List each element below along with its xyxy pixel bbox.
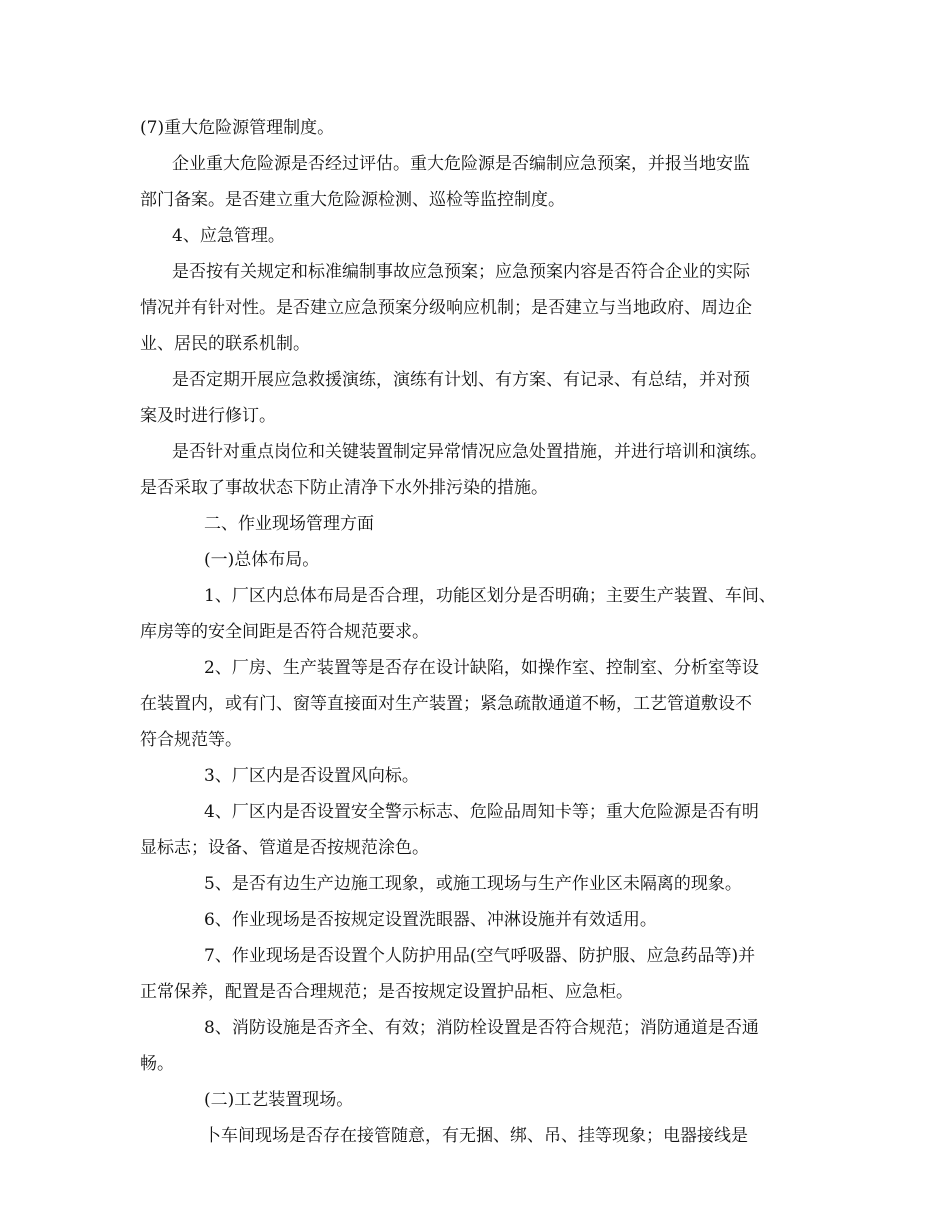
- text-line: 是否采取了事故状态下防止清净下水外排污染的措施。: [140, 478, 548, 498]
- text-line: 6、作业现场是否按规定设置洗眼器、冲淋设施并有效适用。: [204, 910, 657, 930]
- text-line: 3、厂区内是否设置风向标。: [204, 766, 419, 786]
- subsection-heading: (二)工艺装置现场。: [204, 1090, 354, 1110]
- text-line: 畅。: [140, 1054, 174, 1074]
- text-line: 7、作业现场是否设置个人防护用品(空气呼吸器、防护服、应急药品等)并: [204, 946, 756, 966]
- text-line: 在装置内，或有门、窗等直接面对生产装置；紧急疏散通道不畅，工艺管道敷设不: [140, 694, 752, 714]
- section-heading: 二、作业现场管理方面: [204, 514, 374, 534]
- text-line: 4、厂区内是否设置安全警示标志、危险品周知卡等；重大危险源是否有明: [204, 802, 759, 822]
- text-line: 是否按有关规定和标准编制事故应急预案；应急预案内容是否符合企业的实际: [172, 262, 750, 282]
- text-line: 卜车间现场是否存在接管随意，有无捆、绑、吊、挂等现象；电器接线是: [204, 1126, 748, 1146]
- text-line: (7)重大危险源管理制度。: [140, 118, 335, 138]
- text-line: 1、厂区内总体布局是否合理，功能区划分是否明确；主要生产装置、车间、: [204, 586, 776, 606]
- text-line: 是否定期开展应急救援演练，演练有计划、有方案、有记录、有总结，并对预: [172, 370, 750, 390]
- text-line: 部门备案。是否建立重大危险源检测、巡检等监控制度。: [140, 190, 565, 210]
- text-line: 情况并有针对性。是否建立应急预案分级响应机制；是否建立与当地政府、周边企: [140, 298, 752, 318]
- text-line: 5、是否有边生产边施工现象，或施工现场与生产作业区未隔离的现象。: [204, 874, 742, 894]
- text-line: 正常保养，配置是否合理规范；是否按规定设置护品柜、应急柜。: [140, 982, 633, 1002]
- subsection-heading: (一)总体布局。: [204, 550, 320, 570]
- text-line: 是否针对重点岗位和关键装置制定异常情况应急处置措施，并进行培训和演练。: [172, 442, 767, 462]
- text-line: 案及时进行修订。: [140, 406, 276, 426]
- text-line: 8、消防设施是否齐全、有效；消防栓设置是否符合规范；消防通道是否通: [204, 1018, 759, 1038]
- text-line: 库房等的安全间距是否符合规范要求。: [140, 622, 429, 642]
- text-line: 4、应急管理。: [172, 226, 285, 246]
- text-line: 显标志；设备、管道是否按规范涂色。: [140, 838, 429, 858]
- text-line: 2、厂房、生产装置等是否存在设计缺陷，如操作室、控制室、分析室等设: [204, 658, 759, 678]
- text-line: 符合规范等。: [140, 730, 242, 750]
- text-line: 业、居民的联系机制。: [140, 334, 310, 354]
- text-line: 企业重大危险源是否经过评估。重大危险源是否编制应急预案，并报当地安监: [172, 154, 750, 174]
